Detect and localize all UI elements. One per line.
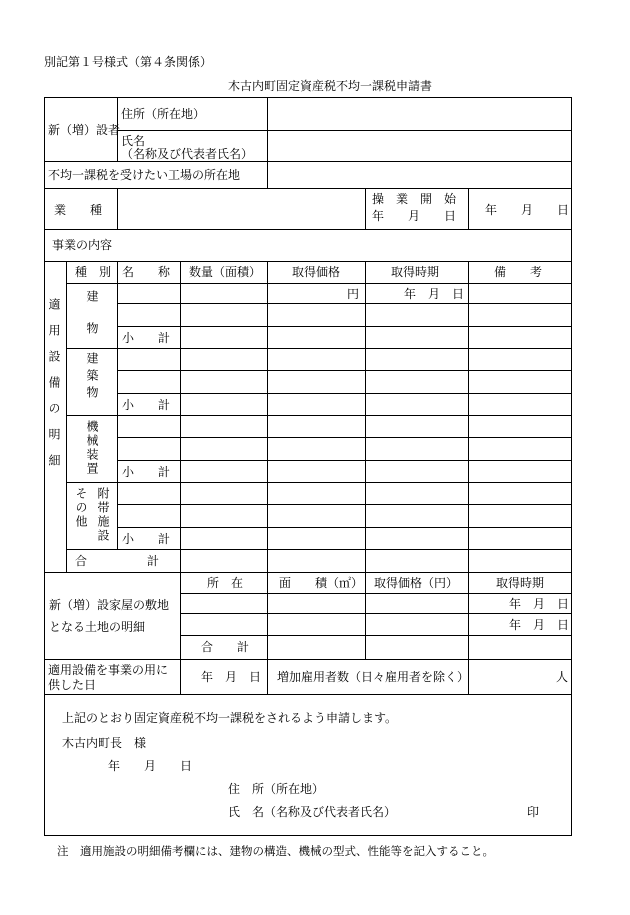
business-type-label: 業 種: [54, 203, 103, 217]
employees-label: 増加雇用者数（日々雇用者を除く）: [277, 670, 470, 684]
footnote: 注 適用施設の明細備考欄には、建物の構造、機械の型式、性能等を記入すること。: [57, 844, 494, 858]
business-type-field[interactable]: [118, 189, 365, 229]
factory-location-field[interactable]: [268, 162, 571, 188]
declaration-addressee: 木古内町長 様: [62, 736, 147, 750]
category-structure: 建築物: [85, 352, 99, 403]
header-quantity: 数量（面積）: [189, 265, 262, 279]
land-header-date: 取得時期: [496, 576, 545, 590]
declaration-date[interactable]: 年 月 日: [108, 759, 193, 773]
category-other-col1: その他: [74, 487, 88, 529]
header-name: 名 称: [122, 265, 171, 279]
form-title: 木古内町固定資産税不均一課税申請書: [228, 79, 433, 93]
address-label: 住所（所在地）: [121, 107, 206, 121]
start-label-line1: 操 業 開 始: [372, 192, 457, 206]
name-label-line2: （名称及び代表者氏名）: [121, 147, 254, 161]
land-header-area: 面 積（㎡）: [279, 576, 364, 590]
name-label-line1: 氏名: [121, 134, 146, 148]
land-label-line1: 新（増）設家屋の敷地: [49, 598, 170, 612]
header-date: 取得時期: [391, 265, 440, 279]
land-header-location: 所 在: [207, 576, 244, 590]
land-date-2[interactable]: 年 月 日: [509, 618, 570, 632]
header-type: 種 別: [75, 265, 112, 279]
land-header-price: 取得価格（円）: [374, 576, 459, 590]
usage-date[interactable]: 年 月 日: [201, 670, 262, 684]
land-date-1[interactable]: 年 月 日: [509, 597, 570, 611]
applicant-address-field[interactable]: [268, 98, 571, 130]
applicant-name-field[interactable]: [268, 131, 571, 161]
seal-mark: 印: [527, 805, 540, 819]
applicant-label: 新（増）設者: [48, 123, 121, 137]
factory-location-label: 不均一課税を受けたい工場の所在地: [48, 168, 241, 182]
usage-label-line1: 適用設備を事業の用に: [48, 663, 169, 677]
category-other-col2: 附帯施設: [96, 487, 110, 543]
start-label-line2: 年 月 日: [372, 209, 457, 223]
subtotal-other: 小 計: [122, 532, 171, 546]
form-number: 別記第１号様式（第４条関係）: [44, 55, 213, 69]
business-content-field[interactable]: [118, 230, 571, 261]
subtotal-building: 小 計: [122, 331, 171, 345]
category-building: 建物: [85, 290, 99, 354]
land-total: 合 計: [201, 640, 250, 654]
land-label-line2: となる土地の明細: [49, 620, 146, 634]
declaration-statement: 上記のとおり固定資産税不均一課税をされるよう申請します。: [62, 711, 398, 725]
header-remarks: 備 考: [494, 265, 543, 279]
equipment-date-placeholder[interactable]: 年 月 日: [404, 287, 465, 301]
declaration-name: 氏 名（名称及び代表者氏名）: [228, 805, 397, 819]
declaration-address: 住 所（所在地）: [228, 782, 325, 796]
start-date-field[interactable]: 年 月 日: [485, 203, 570, 217]
subtotal-structure: 小 計: [122, 398, 171, 412]
header-price: 取得価格: [292, 265, 341, 279]
category-machinery: 機械装置: [85, 420, 99, 476]
usage-label-line2: 供した日: [48, 678, 97, 692]
equipment-side-label: 適用設備の明細: [47, 298, 61, 480]
subtotal-machinery: 小 計: [122, 465, 171, 479]
equipment-total: 合 計: [75, 554, 160, 568]
yen-unit: 円: [347, 287, 360, 301]
employees-unit: 人: [556, 670, 569, 684]
business-content-label: 事業の内容: [52, 238, 113, 252]
